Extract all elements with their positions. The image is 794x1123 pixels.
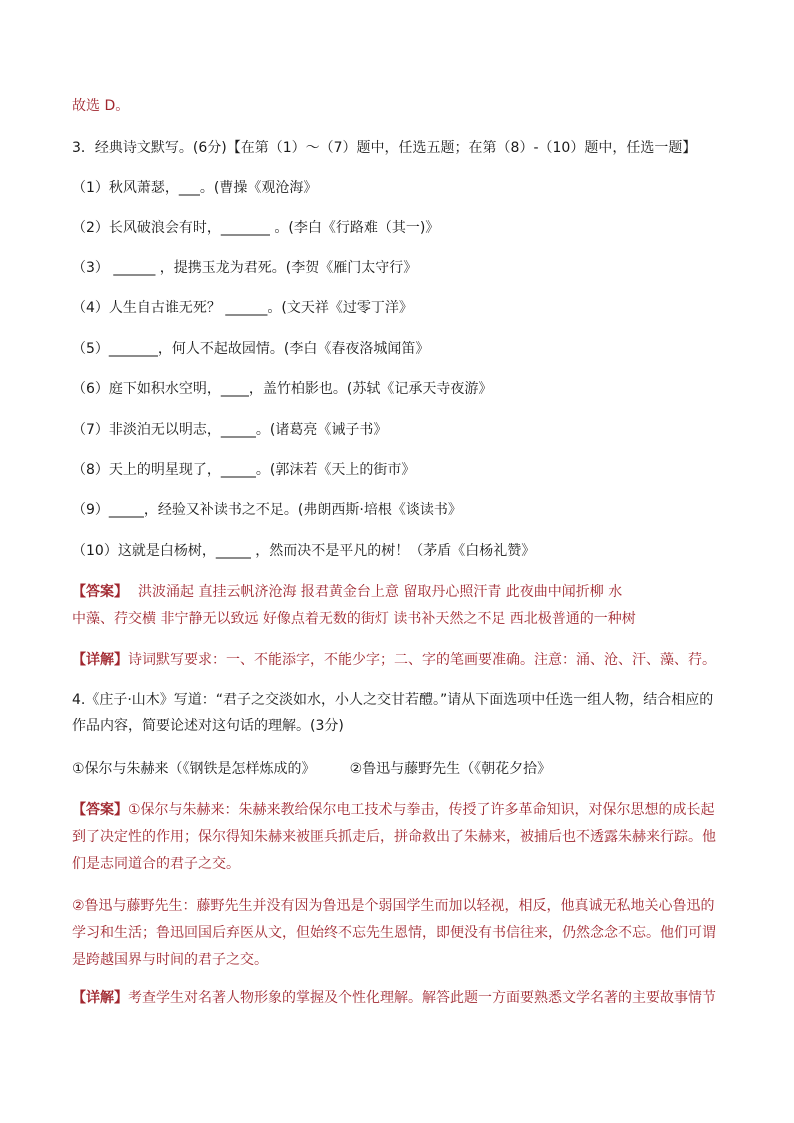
answer-label: 【答案】 — [72, 802, 128, 818]
answer-label: 【答案】 — [72, 584, 128, 600]
question-4-answer-paragraph-1 — [72, 797, 724, 878]
question-3-item-4: （4）人生自古谁无死？ ______。(文天祥《过零丁洋》 — [72, 300, 413, 316]
question-3-detail-text: 诗词默写要求：一、不能添字，不能少字；二、字的笔画要准确。注意：涌、沧、汗、藻、荇。 — [128, 652, 716, 668]
question-4-answer-paragraph-2: ②鲁迅与藤野先生：藤野先生并没有因为鲁迅是个弱国学生而加以轻视，相反，他真诚无私地关心鲁迅的学习和生活；鲁迅回国后弃医从文，但始终不忘先生恩情，即便没有书信往来，仍然念念不忘。他们可谓是跨越国界与时间的君子之交。 — [72, 898, 716, 968]
question-4-detail-text: 考查学生对名著人物形象的掌握及个性化理解。解答此题一方面要熟悉文学名著的主要故事情节 — [128, 990, 716, 1006]
question-3-item-7: （7）非淡泊无以明志，_____。(诸葛亮《诫子书》 — [72, 422, 388, 438]
question-4-stem-line-1: 4.《庄子·山木》写道：“君子之交淡如水，小人之交甘若醴。”请从下面选项中任选一组人物，结合相应的 — [72, 692, 714, 708]
question-3-item-8: （8）天上的明星现了，_____。(郭沫若《天上的街市》 — [72, 462, 416, 478]
question-4-stem-line-2: 作品内容，简要论述对这句话的理解。(3分) — [72, 718, 344, 734]
question-4-option-2: ②鲁迅与藤野先生（《朝花夕拾》 — [349, 761, 552, 777]
detail-label: 【详解】 — [72, 652, 128, 668]
question-3-stem: 3．经典诗文默写。(6分)【在第（1）～（7）题中，任选五题；在第（8）-（10）题中，任选一题】 — [72, 140, 697, 156]
question-3-detail — [72, 650, 732, 670]
question-3-item-6: （6）庭下如积水空明，____，盖竹柏影也。(苏轼《记承天寺夜游》 — [72, 381, 493, 397]
question-3-item-2: （2）长风破浪会有时，_______ 。(李白《行路难（其一)》 — [72, 220, 440, 236]
question-3-answer-line-1 — [72, 582, 732, 602]
question-3-item-9: （9）_____，经验又补读书之不足。(弗朗西斯·培根《谈读书》 — [72, 502, 462, 518]
question-4-detail — [72, 988, 732, 1008]
previous-answer-conclusion: 故选 D。 — [72, 98, 130, 114]
question-4-answer-text-1: ①保尔与朱赫来：朱赫来教给保尔电工技术与拳击，传授了许多革命知识，对保尔思想的成长起到了决定性的作用；保尔得知朱赫来被匪兵抓走后，拼命救出了朱赫来，被捕后也不透露朱赫来行踪。他们是志同道合的君子之交。 — [72, 802, 716, 872]
question-4-option-1: ①保尔与朱赫来（《钢铁是怎样炼成的》 — [72, 761, 316, 777]
question-3-answer-text-1: 洪波涌起 直挂云帆济沧海 报君黄金台上意 留取丹心照汗青 此夜曲中闻折柳 水 — [138, 584, 623, 600]
question-4-options — [72, 759, 732, 779]
question-3-item-5: （5）_______，何人不起故园情。(李白《春夜洛城闻笛》 — [72, 341, 430, 357]
detail-label: 【详解】 — [72, 990, 128, 1006]
question-3-item-1: （1）秋风萧瑟，___。(曹操《观沧海》 — [72, 180, 318, 196]
question-3-answer-line-2: 中藻、荇交横 非宁静无以致远 好像点着无数的街灯 读书补天然之不足 西北极普通的一种树 — [72, 611, 636, 627]
question-3-item-3: （3） ______ ，提携玉龙为君死。(李贺《雁门太守行》 — [72, 260, 418, 276]
question-3-item-10: （10）这就是白杨树，_____ ，然而决不是平凡的树！（茅盾《白杨礼赞》 — [72, 543, 536, 559]
